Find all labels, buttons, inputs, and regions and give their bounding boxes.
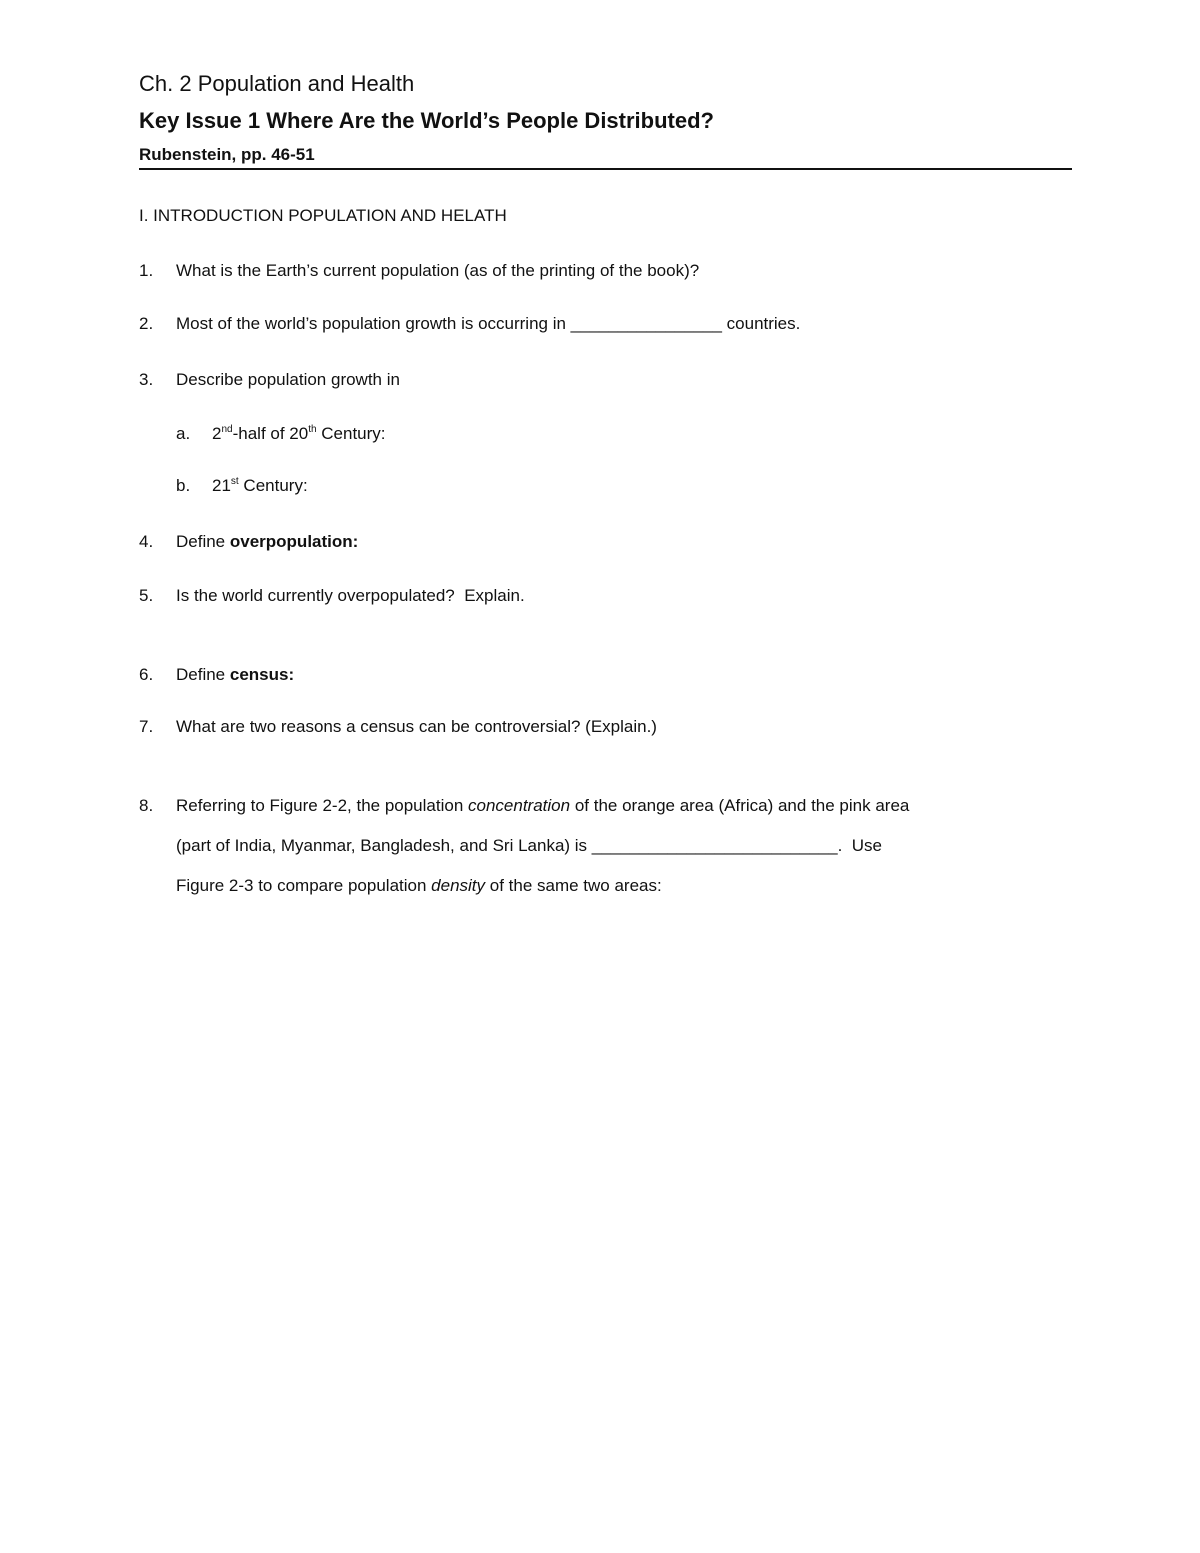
question-2 [0,313,1200,335]
chapter-title: Ch. 2 Population and Health [139,71,415,96]
question-number: 5. [139,586,154,605]
text-part: Referring to Figure 2-2, the population [176,796,469,815]
question-number: 6. [139,665,154,684]
question-number: 3. [139,370,154,389]
question-number: 1. [139,261,154,280]
question-8 [0,795,1200,895]
question-7 [0,716,1200,738]
text-part: Define [176,665,230,684]
question-text: Most of the world’s population growth is occurring in ________________ countries. [176,314,801,333]
question-text: Is the world currently overpopulated? Explain. [176,586,525,605]
text-part: Figure 2-3 to compare population [176,876,432,895]
question-3a [0,423,1200,445]
source-reference: Rubenstein, pp. 46-51 [139,145,315,164]
question-3b [0,475,1200,497]
vocabulary-term: overpopulation: [229,532,359,551]
question-number: 7. [139,717,154,736]
text-part: 21 [212,476,231,495]
sub-question-letter: a. [176,424,191,443]
text-part: -half of 20 [232,424,309,443]
sub-question-letter: b. [176,476,191,495]
question-text-line-1 [176,795,909,817]
key-issue-title: Key Issue 1 Where Are the World’s People Distributed? [139,108,714,133]
section-title: I. INTRODUCTION POPULATION AND HELATH [139,206,507,225]
question-number: 8. [139,796,154,815]
sub-question-text [212,423,386,445]
question-number: 4. [139,532,154,551]
emphasis-term: concentration [468,796,571,815]
question-text [176,664,294,686]
header-divider [139,168,1072,170]
question-text-line-2: (part of India, Myanmar, Bangladesh, and Sri Lanka) is __________________________. Use [176,836,882,855]
superscript: nd [221,424,233,435]
text-part: 2 [212,424,222,443]
question-text: Describe population growth in [176,370,400,389]
superscript: th [308,424,317,435]
sub-question-text [212,475,308,497]
question-text: What is the Earth’s current population (as of the printing of the book)? [176,261,700,280]
question-4 [0,531,1200,553]
text-part: Define [176,532,230,551]
question-1 [0,260,1200,282]
superscript: st [230,476,239,487]
question-text [176,531,358,553]
text-part: Century: [238,476,308,495]
question-text: What are two reasons a census can be controversial? (Explain.) [176,717,657,736]
text-part: of the orange area (Africa) and the pink area [570,796,910,815]
vocabulary-term: census: [229,665,295,684]
question-3 [0,369,1200,391]
emphasis-term: density [431,876,486,895]
question-5 [0,585,1200,607]
text-part: Century: [316,424,386,443]
text-part: of the same two areas: [485,876,662,895]
question-number: 2. [139,314,154,333]
question-text-line-3 [176,875,662,897]
question-6 [0,664,1200,686]
